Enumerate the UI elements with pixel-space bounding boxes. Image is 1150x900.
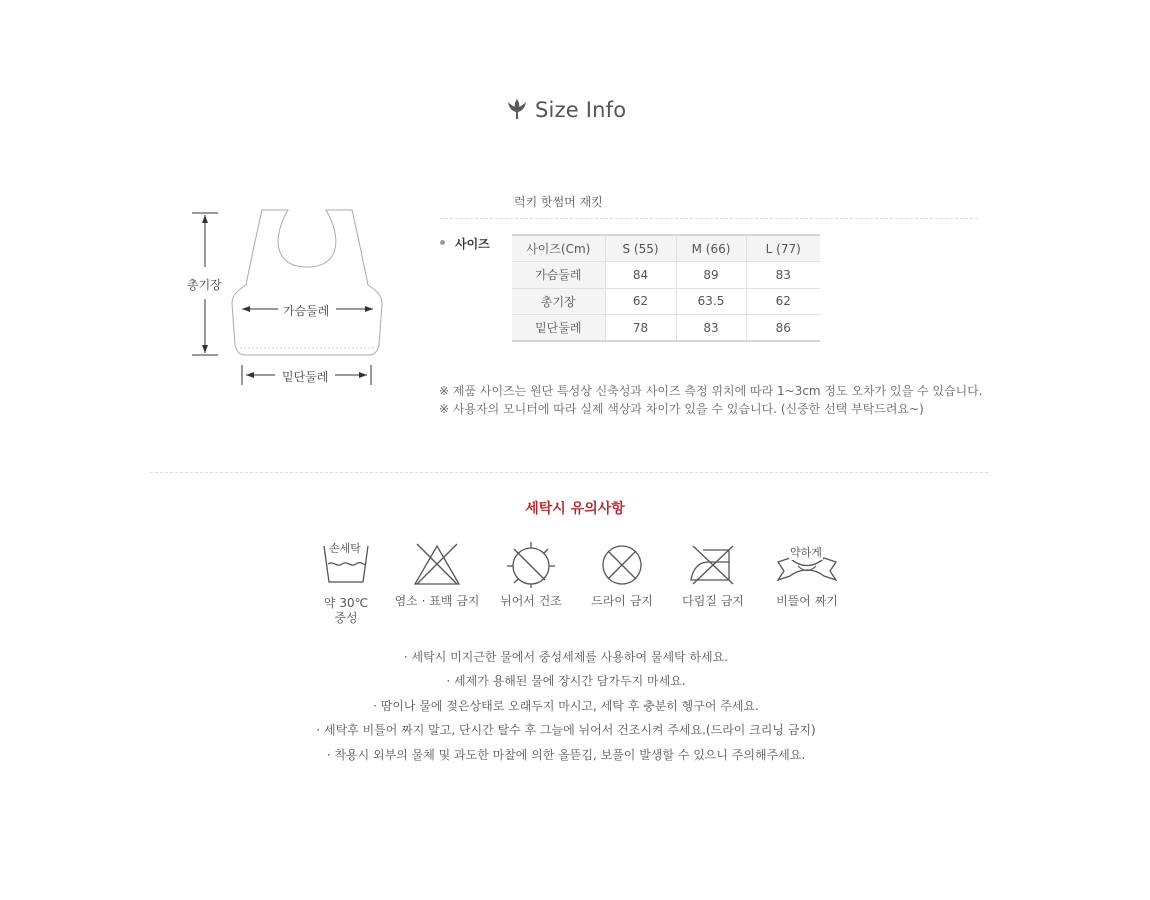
- table-cell: 86: [746, 315, 820, 342]
- table-cell: 62: [746, 288, 820, 315]
- table-cell: 62: [605, 288, 676, 315]
- tulip-logo-icon: [504, 96, 530, 122]
- garment-outline-icon: [180, 205, 400, 395]
- care-instruction: · 세탁시 미지근한 물에서 중성세제를 사용하여 물세탁 하세요.: [403, 650, 729, 664]
- table-header-row: [512, 235, 820, 262]
- table-cell: 총기장: [512, 288, 605, 315]
- care-label-secondary: 중성: [334, 611, 358, 625]
- care-top-text: 약하게: [790, 546, 822, 559]
- care-item-no-iron: [663, 540, 763, 609]
- care-item-no-bleach: [387, 540, 487, 609]
- care-item-no-dry-clean: [572, 540, 672, 609]
- size-table: [512, 234, 820, 342]
- total-length-label: 총기장: [184, 276, 225, 293]
- care-instruction: · 땀이나 물에 젖은상태로 오래두지 마시고, 세탁 후 충분히 헹구어 주세요.: [373, 699, 759, 713]
- size-section-label: 사이즈: [455, 237, 490, 251]
- table-cell: 83: [676, 315, 746, 342]
- chest-label: 가슴둘레: [280, 302, 332, 319]
- care-label: 뉘어서 건조: [500, 594, 562, 608]
- care-label: 염소 · 표백 금지: [394, 594, 480, 608]
- table-header-cell: L (77): [746, 235, 820, 262]
- care-item-gentle-wring: [757, 540, 857, 609]
- care-instruction: · 착용시 외부의 물체 및 과도한 마찰에 의한 올뜯김, 보풀이 발생할 수 있으니 주의해주세요.: [326, 748, 806, 762]
- table-cell: 밑단둘레: [512, 315, 605, 342]
- care-instruction: · 세탁후 비틀어 짜지 말고, 단시간 탈수 후 그늘에 뉘어서 건조시켜 주세요.(드라이 크리닝 금지): [316, 723, 816, 737]
- table-header-cell: S (55): [605, 235, 676, 262]
- no-dry-clean-icon: [596, 540, 648, 588]
- care-label: 다림질 금지: [682, 594, 744, 608]
- divider: [440, 218, 978, 219]
- no-iron-icon: [687, 540, 739, 588]
- care-item-hand-wash: [296, 540, 396, 626]
- bullet-icon: [440, 240, 445, 245]
- table-header-cell: M (66): [676, 235, 746, 262]
- section-divider: [150, 472, 988, 473]
- table-row: [512, 288, 820, 315]
- table-row: [512, 262, 820, 289]
- dry-flat-icon: [505, 540, 557, 588]
- product-name: 럭키 핫썸머 재킷: [514, 195, 603, 209]
- hem-label: 밑단둘레: [279, 368, 331, 385]
- garment-diagram: [180, 205, 400, 395]
- table-cell: 가슴둘레: [512, 262, 605, 289]
- table-header-cell: 사이즈(Cm): [512, 235, 605, 262]
- table-cell: 78: [605, 315, 676, 342]
- table-cell: 83: [746, 262, 820, 289]
- care-label: 드라이 금지: [591, 594, 653, 608]
- care-title: 세탁시 유의사항: [525, 501, 625, 517]
- header: [0, 96, 1150, 128]
- care-label: 비뜰어 짜기: [776, 594, 838, 608]
- care-top-text: 손세탁: [329, 542, 361, 555]
- size-note: ※ 제품 사이즈는 원단 특성상 신축성과 사이즈 측정 위치에 따라 1~3cm 정도 오차가 있을 수 있습니다.: [439, 384, 983, 398]
- table-cell: 89: [676, 262, 746, 289]
- no-bleach-icon: [411, 540, 463, 588]
- table-cell: 63.5: [676, 288, 746, 315]
- care-instruction: · 세제가 용해된 물에 장시간 담가두지 마세요.: [446, 674, 686, 688]
- table-row: [512, 315, 820, 342]
- page-title: Size Info: [535, 98, 627, 122]
- table-cell: 84: [605, 262, 676, 289]
- color-note: ※ 사용자의 모니터에 따라 실제 색상과 차이가 있을 수 있습니다. (신중한 선택 부탁드려요~): [439, 402, 924, 416]
- care-label: 약 30℃: [323, 596, 369, 610]
- care-item-dry-flat: [481, 540, 581, 609]
